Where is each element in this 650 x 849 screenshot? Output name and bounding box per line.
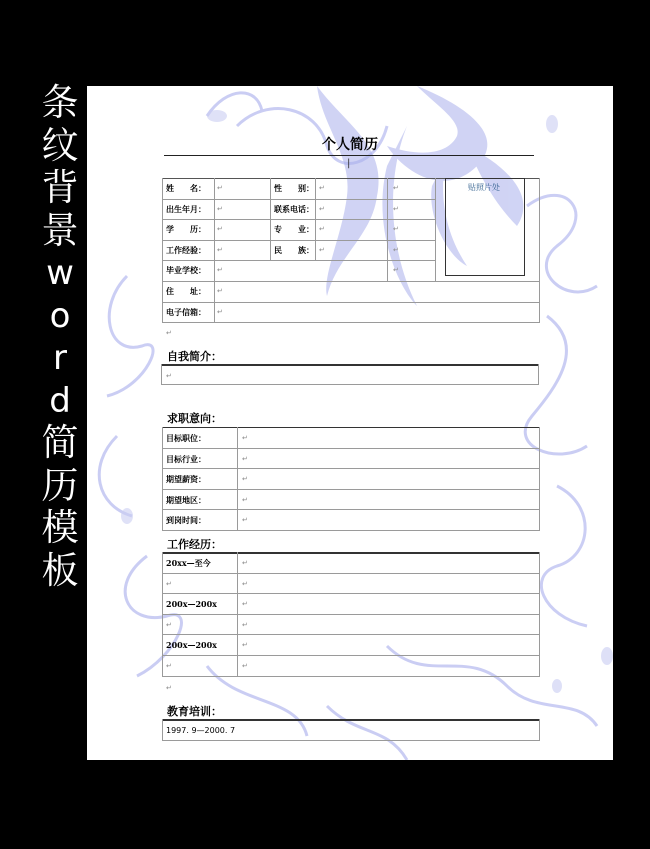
info-value-field[interactable]: ↵ (393, 266, 399, 275)
self-intro-right-rule (538, 364, 539, 385)
info-value-field[interactable]: ↵ (217, 225, 223, 234)
education-bottom-border (162, 740, 539, 741)
work-row-label: 200x—200x (166, 640, 217, 651)
intent-row-left-border (162, 427, 163, 531)
intent-row-value-field[interactable]: ↵ (242, 475, 248, 484)
work-row-right-border (539, 552, 540, 677)
work-row-label-field[interactable]: ↵ (166, 579, 172, 588)
info-value-field[interactable]: ↵ (217, 204, 223, 213)
title-rule (164, 155, 534, 156)
info-value-field[interactable]: ↵ (217, 287, 223, 295)
work-row-left-border (162, 552, 163, 677)
info-value-field[interactable]: ↵ (319, 225, 325, 234)
intent-row-value-field[interactable]: ↵ (242, 495, 248, 504)
info-value-field[interactable]: ↵ (319, 204, 325, 213)
work-row-border (162, 634, 539, 635)
cursor-mark: | (347, 158, 351, 169)
side-title-char: d (49, 380, 71, 421)
info-value-field[interactable]: ↵ (393, 225, 399, 234)
info-row-label: 联系电话： (274, 203, 314, 214)
work-row-value-field[interactable]: ↵ (242, 641, 248, 650)
side-title-char: 景 (41, 208, 79, 252)
info-value-field[interactable]: ↵ (319, 245, 325, 254)
self-intro-field[interactable]: ↵ (166, 372, 172, 380)
work-row-value-field[interactable]: ↵ (242, 579, 248, 588)
intent-row-value-field[interactable]: ↵ (242, 434, 248, 442)
info-row-label: 出生年月： (166, 203, 206, 214)
photo-label: 贴照片处 (468, 183, 500, 192)
info-row-label: 民 族： (274, 244, 314, 255)
side-title-char: 简 (41, 421, 79, 464)
side-title-char: 背 (41, 166, 79, 209)
intent-row-col-border (237, 427, 238, 531)
intent-row-border (162, 448, 539, 449)
info-row-label: 住 址： (166, 286, 206, 296)
intent-row-border (162, 489, 539, 490)
info-row-label: 性 别： (274, 183, 314, 193)
intent-row-border (162, 468, 539, 469)
info-col-border (270, 178, 271, 260)
work-row-value-field[interactable]: ↵ (242, 620, 248, 629)
work-row-label: 200x—200x (166, 599, 217, 610)
work-row-value-field[interactable]: ↵ (242, 559, 248, 567)
education-top-border (162, 719, 539, 721)
info-value-field[interactable]: ↵ (393, 245, 399, 254)
side-title (38, 82, 82, 592)
info-value-field[interactable]: ↵ (393, 184, 399, 192)
work-row-top-border (162, 552, 539, 554)
work-row-border (162, 593, 539, 594)
info-value-field[interactable]: ↵ (217, 307, 223, 316)
work-row-label-field[interactable]: ↵ (166, 620, 172, 629)
work-row-label-field[interactable]: ↵ (166, 662, 172, 670)
intent-row-label: 期望地区： (166, 494, 206, 505)
work-row-value-field[interactable]: ↵ (242, 662, 248, 670)
intent-row-label: 到岗时间： (166, 515, 206, 526)
education-row-text: 1997. 9—2000. 7 (166, 726, 236, 735)
info-col-border (214, 178, 215, 323)
info-row-border (162, 240, 435, 241)
side-title-char: 纹 (41, 123, 79, 167)
work-row-border (162, 614, 539, 615)
info-table-left-border (162, 178, 163, 323)
work-row-border (162, 573, 539, 574)
info-value-field[interactable]: ↵ (217, 266, 223, 275)
work-row-border (162, 676, 539, 677)
info-col-border (435, 178, 436, 281)
info-row-border (162, 199, 435, 200)
self-intro-bottom-rule (161, 384, 539, 385)
info-row-label: 工作经验： (166, 244, 206, 255)
education-right-border (539, 719, 540, 741)
info-row-label: 姓 名： (166, 183, 206, 193)
side-title-char: 历 (41, 463, 79, 507)
side-title-char: 条 (41, 81, 79, 124)
info-row-border (162, 219, 435, 220)
side-title-char: o (49, 295, 71, 336)
self-intro-top-rule (161, 364, 539, 366)
section-education: 教育培训： (167, 705, 222, 718)
work-row-value-field[interactable]: ↵ (242, 600, 248, 609)
section-job-intent: 求职意向： (167, 412, 222, 425)
side-title-char: 模 (41, 506, 79, 549)
info-col-border (539, 178, 540, 281)
info-row-border (162, 302, 539, 303)
info-row-label: 学 历： (166, 224, 206, 235)
info-value-field[interactable]: ↵ (319, 184, 325, 192)
info-row-border (162, 281, 539, 282)
info-table-bottom-border (162, 322, 539, 323)
info-col-border (315, 178, 316, 260)
intent-row-top-border (162, 427, 539, 428)
intent-row-label: 目标行业： (166, 453, 206, 464)
work-row-label: 20xx—至今 (166, 558, 211, 568)
info-row-label: 毕业学校： (166, 265, 206, 276)
info-row-label: 电子信箱： (166, 306, 206, 317)
intent-row-value-field[interactable]: ↵ (242, 516, 248, 525)
intent-row-label: 目标职位： (166, 433, 206, 443)
work-row-border (162, 655, 539, 656)
intent-row-right-border (539, 427, 540, 531)
info-row-border (162, 260, 435, 261)
education-left-border (162, 719, 163, 741)
intent-row-label: 期望薪资： (166, 474, 206, 485)
intent-row-border (162, 530, 539, 531)
paragraph-mark: ↵ (166, 329, 172, 338)
intent-row-value-field[interactable]: ↵ (242, 454, 248, 463)
section-work-history: 工作经历： (167, 538, 222, 551)
info-value-field[interactable]: ↵ (217, 184, 223, 192)
info-value-field[interactable]: ↵ (393, 204, 399, 213)
info-value-field[interactable]: ↵ (217, 245, 223, 254)
info-col-border (387, 178, 388, 281)
document-title: 个人简历 (322, 137, 378, 153)
resume-page (87, 86, 613, 760)
section-self-intro: 自我简介： (167, 350, 222, 363)
side-title-char: w (46, 253, 74, 293)
intent-row-border (162, 509, 539, 510)
side-title-char: r (53, 338, 67, 378)
side-title-char: 板 (41, 548, 79, 592)
paragraph-mark: ↵ (166, 684, 172, 692)
work-row-col-border (237, 552, 238, 677)
self-intro-left-rule (161, 364, 162, 385)
info-row-label: 专 业： (274, 224, 314, 235)
